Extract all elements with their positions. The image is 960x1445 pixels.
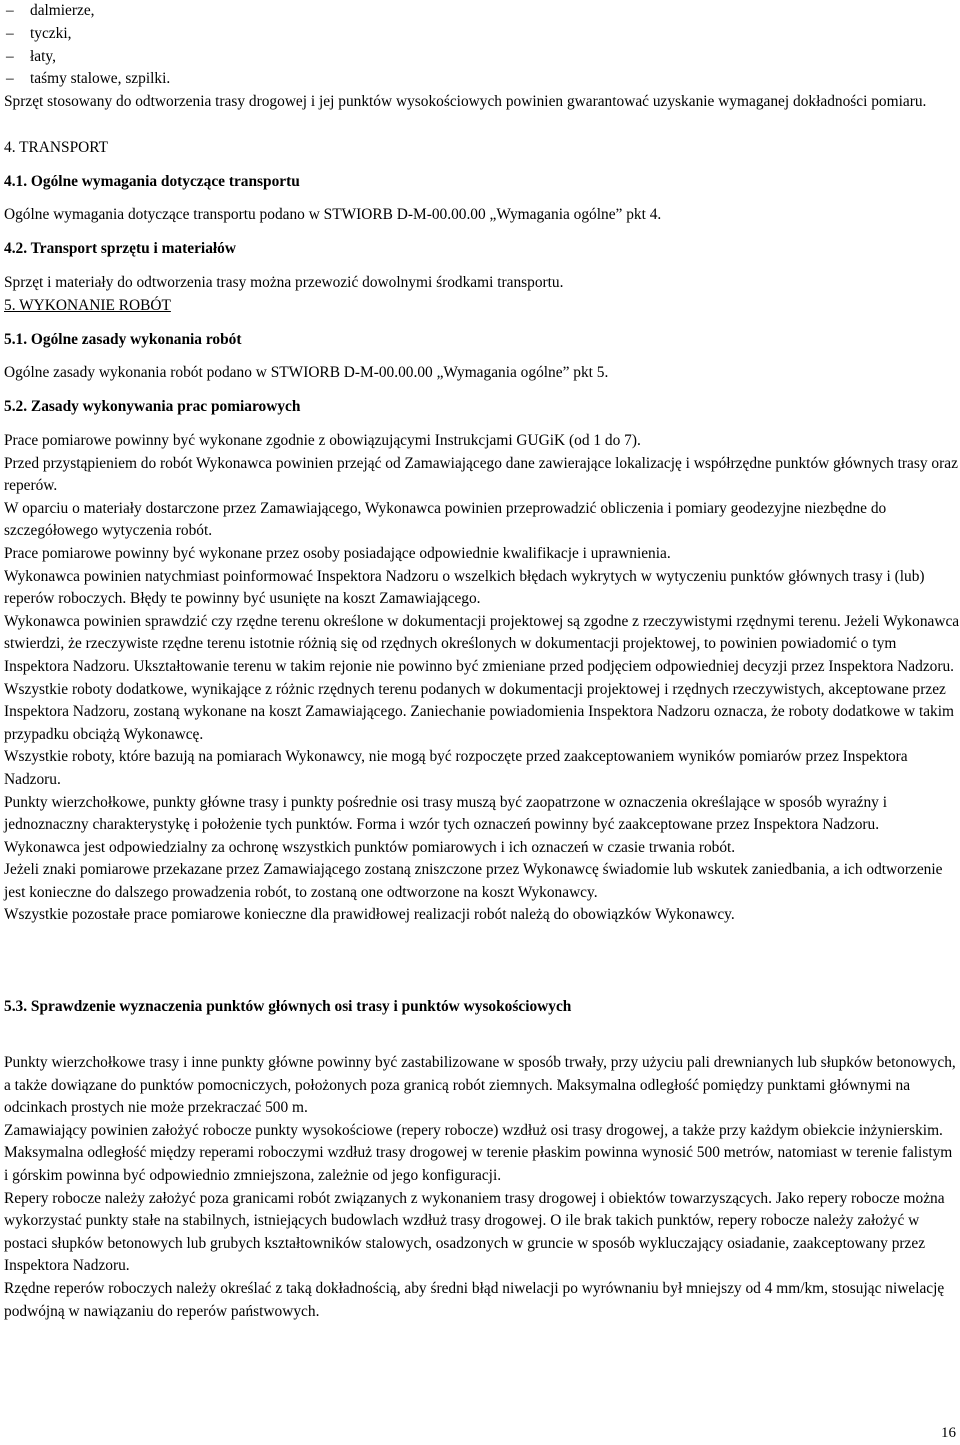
heading-4-1: 4.1. Ogólne wymagania dotyczące transportu [4, 173, 300, 190]
list-item: – tyczki, [4, 23, 404, 46]
paragraph: Punkty wierzchołkowe, punkty główne trasy i punkty pośrednie osi trasy muszą być zaopatrzone w oznaczenia określające w sposób wyraźny i jednoznaczny charakterystykę i położenie tych punktów. Forma i wzór tych oznaczeń powinny być zaakceptowane przez Inspektora Nadzoru. [4, 793, 887, 834]
list-item: – taśmy stalowe, szpilki. [4, 68, 404, 91]
paragraph: Rzędne reperów roboczych należy określać z taką dokładnością, aby średni błąd niwelacji po wyrównaniu był mniejszy od 4 mm/km, stosując niwelację podwójną w nawiązaniu do reperów państwowych. [4, 1279, 945, 1320]
paragraph-equipment: Sprzęt stosowany do odtworzenia trasy drogowej i jej punktów wysokościowych powinien gwarantować uzyskanie wymaganej dokładności pomiaru. [4, 93, 927, 110]
paragraph-4-1: Ogólne wymagania dotyczące transportu podano w STWIORB D-M-00.00.00 „Wymagania ogólne” pkt 4. [4, 206, 662, 223]
paragraph: Wszystkie roboty, które bazują na pomiarach Wykonawcy, nie mogą być rozpoczęte przed zaakceptowaniem wyników pomiarów przez Inspektora Nadzoru. [4, 748, 908, 788]
heading-4: 4. TRANSPORT [4, 139, 108, 156]
paragraph: W oparciu o materiały dostarczone przez Zamawiającego, Wykonawca powinien przeprowadzić obliczenia i pomiary geodezyjne niezbędne do szczegółowego wytyczenia robót. [4, 499, 887, 540]
heading-5-2: 5.2. Zasady wykonywania prac pomiarowych [4, 398, 301, 415]
heading-5-1: 5.1. Ogólne zasady wykonania robót [4, 331, 242, 348]
paragraph: Prace pomiarowe powinny być wykonane zgodnie z obowiązującymi Instrukcjami GUGiK (od 1 do 7). [4, 432, 641, 449]
section-5-2-body [4, 430, 960, 927]
heading-5-3: 5.3. Sprawdzenie wyznaczenia punktów głównych osi trasy i punktów wysokościowych [4, 998, 572, 1015]
equipment-list [4, 0, 404, 91]
paragraph: Repery robocze należy założyć poza granicami robót związanych z wykonaniem trasy drogowej i obiektów towarzyszących. Jako repery robocze można wykorzystać punkty stałe na stabilnych, istniejących budowlach wzdłuż trasy drogowej. O ile brak takich punktów, repery robocze należy założyć w postaci słupków betonowych lub grubych kształtowników stalowych, osadzonych w gruncie w sposób wykluczający osiadanie, zaakceptowany przez Inspektora Nadzoru. [4, 1189, 945, 1275]
paragraph: Wszystkie pozostałe prace pomiarowe konieczne dla prawidłowej realizacji robót należą do obowiązków Wykonawcy. [4, 906, 735, 924]
paragraph: Wykonawca powinien natychmiast poinformować Inspektora Nadzoru o wszelkich błędach wykrytych w wytyczeniu punktów głównych trasy i (lub) reperów roboczych. Błędy te powinny być usunięte na koszt Zamawiającego. [4, 567, 925, 608]
paragraph: Punkty wierzchołkowe trasy i inne punkty główne powinny być zastabilizowane w sposób trwały, przy użyciu pali drewnianych lub słupków betonowych, a także dowiązane do punktów pomocniczych, położonych poza granicą robót ziemnych. Maksymalna odległość pomiędzy punktami głównymi na odcinkach prostych nie może przekraczać 500 m. [4, 1054, 956, 1117]
list-item: – dalmierze, [4, 0, 404, 23]
paragraph: Wykonawca jest odpowiedzialny za ochronę wszystkich punktów pomiarowych i ich oznaczeń w czasie trwania robót. [4, 838, 736, 856]
paragraph: Maksymalna odległość między reperami roboczymi wzdłuż trasy drogowej w terenie płaskim powinna wynosić 500 metrów, natomiast w terenie falistym i górskim powinna być odpowiednio zmniejszona, zależnie od jego konfiguracji. [4, 1144, 953, 1184]
paragraph: Przed przystąpieniem do robót Wykonawca powinien przejąć od Zamawiającego dane zawierające lokalizację i współrzędne punktów głównych trasy oraz reperów. [4, 454, 958, 495]
paragraph: Wykonawca powinien sprawdzić czy rzędne terenu określone w dokumentacji projektowej są zgodne z rzeczywistymi rzędnymi terenu. Jeżeli Wykonawca stwierdzi, że rzeczywiste rzędne terenu istotnie różnią się od rzędnych określonych w dokumentacji projektowej, to powinien powiadomić o tym Inspektora Nadzoru. Ukształtowanie terenu w takim rejonie nie powinno być zmieniane przed podjęciem odpowiedniej decyzji przez Inspektora Nadzoru. Wszystkie roboty dodatkowe, wynikające z różnic rzędnych terenu podanych w dokumentacji projektowej i rzędnych rzeczywistych, akceptowane przez Inspektora Nadzoru, zostaną wykonane na koszt Zamawiającego. Zaniechanie powiadomienia Inspektora Nadzoru oznacza, że roboty dodatkowe w takim przypadku obciążą Wykonawcę. [4, 612, 960, 743]
paragraph-5-1: Ogólne zasady wykonania robót podano w STWIORB D-M-00.00.00 „Wymagania ogólne” pkt 5. [4, 364, 609, 381]
heading-4-2: 4.2. Transport sprzętu i materiałów [4, 240, 236, 257]
paragraph-4-2: Sprzęt i materiały do odtworzenia trasy można przewozić dowolnymi środkami transportu. [4, 274, 564, 291]
paragraph: Zamawiający powinien założyć robocze punkty wysokościowe (repery robocze) wzdłuż osi trasy drogowej, a także przy każdym obiekcie inżynierskim. [4, 1121, 943, 1139]
heading-5: 5. WYKONANIE ROBÓT [4, 297, 171, 314]
list-item: – łaty, [4, 46, 404, 69]
paragraph: Prace pomiarowe powinny być wykonane przez osoby posiadające odpowiednie kwalifikacje i uprawnienia. [4, 544, 671, 562]
paragraph: Jeżeli znaki pomiarowe przekazane przez Zamawiającego zostaną zniszczone przez Wykonawcę świadomie lub wskutek zaniedbania, a ich odtworzenie jest konieczne do dalszego prowadzenia robót, to zostaną one odtworzone na koszt Wykonawcy. [4, 861, 943, 901]
section-5-3-body [4, 1052, 960, 1323]
page-number: 16 [941, 1425, 956, 1441]
